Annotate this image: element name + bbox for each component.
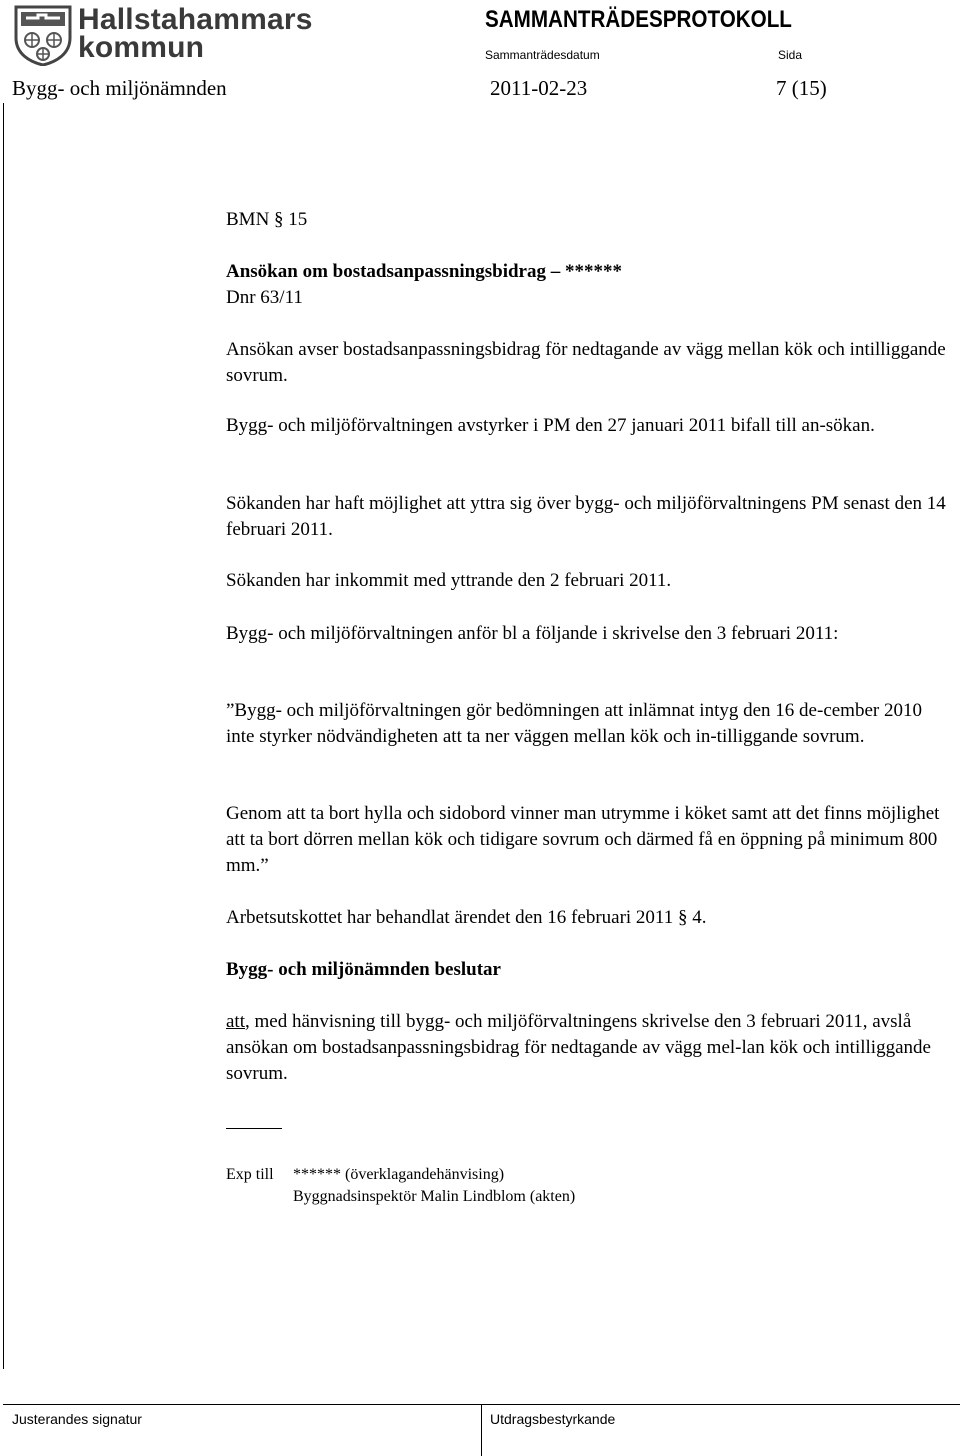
paragraph-4: Sökanden har inkommit med yttrande den 2 februari 2011.: [226, 570, 672, 591]
distribution-list: [293, 1164, 575, 1208]
decision-att: att: [226, 1011, 245, 1032]
certification-label: Utdragsbestyrkande: [490, 1411, 616, 1427]
footer-column-divider: [481, 1404, 482, 1456]
date-label: Sammanträdesdatum: [485, 48, 600, 62]
logo-line-1: Hallstahammars: [78, 3, 313, 36]
decision-text: [226, 1009, 946, 1087]
quote-paragraph-1: ”Bygg- och miljöförvaltningen gör bedömningen att inlämnat intyg den 16 de-cember 2010 inte styrker nödvändigheten att ta ner väggen mellan kök och in-tilliggande sovrum.: [226, 700, 922, 747]
case-dnr: Dnr 63/11: [226, 287, 303, 308]
paragraph-working-committee: Arbetsutskottet har behandlat ärendet den 16 februari 2011 § 4.: [226, 907, 707, 928]
decision-heading: Bygg- och miljönämnden beslutar: [226, 959, 501, 980]
signature-label: Justerandes signatur: [12, 1411, 142, 1427]
logo-line-2: kommun: [78, 31, 205, 64]
separator-line: [226, 1128, 282, 1129]
case-title: Ansökan om bostadsanpassningsbidrag – ******: [226, 261, 622, 282]
decision-body: , med hänvisning till bygg- och miljöförvaltningens skrivelse den 3 februari 2011, avslå ansökan om bostadsanpassningsbidrag för nedtagande av vägg mel-lan kök och intilliggande sovrum.: [226, 1011, 931, 1084]
committee-name: Bygg- och miljönämnden: [12, 76, 227, 100]
coat-of-arms-icon: [12, 4, 74, 66]
paragraph-2: Bygg- och miljöförvaltningen avstyrker i PM den 27 januari 2011 bifall till an-sökan.: [226, 415, 875, 436]
meeting-date: 2011-02-23: [490, 76, 588, 100]
paragraph-5: Bygg- och miljöförvaltningen anför bl a följande i skrivelse den 3 februari 2011:: [226, 623, 839, 644]
paragraph-1: Ansökan avser bostadsanpassningsbidrag för nedtagande av vägg mellan kök och intilliggande sovrum.: [226, 339, 946, 386]
distribution-recipient: ****** (överklagandehänvising): [293, 1166, 505, 1183]
case-number: BMN § 15: [226, 209, 308, 230]
margin-line: [3, 103, 4, 1369]
distribution-label: Exp till: [226, 1166, 274, 1183]
logo-wordmark: [78, 3, 313, 64]
municipality-logo: [12, 3, 313, 66]
page-label: Sida: [778, 48, 803, 62]
quote-paragraph-2: Genom att ta bort hylla och sidobord vinner man utrymme i köket samt att det finns möjlighet att ta bort dörren mellan kök och tidigare sovrum och därmed få en öppning på minimum 800 mm.”: [226, 803, 940, 876]
distribution-recipient: Byggnadsinspektör Malin Lindblom (akten): [293, 1188, 576, 1205]
document-type-title: SAMMANTRÄDESPROTOKOLL: [485, 6, 792, 33]
page-number: 7 (15): [776, 76, 827, 100]
paragraph-3: Sökanden har haft möjlighet att yttra sig över bygg- och miljöförvaltningens PM senast den 14 februari 2011.: [226, 493, 946, 540]
